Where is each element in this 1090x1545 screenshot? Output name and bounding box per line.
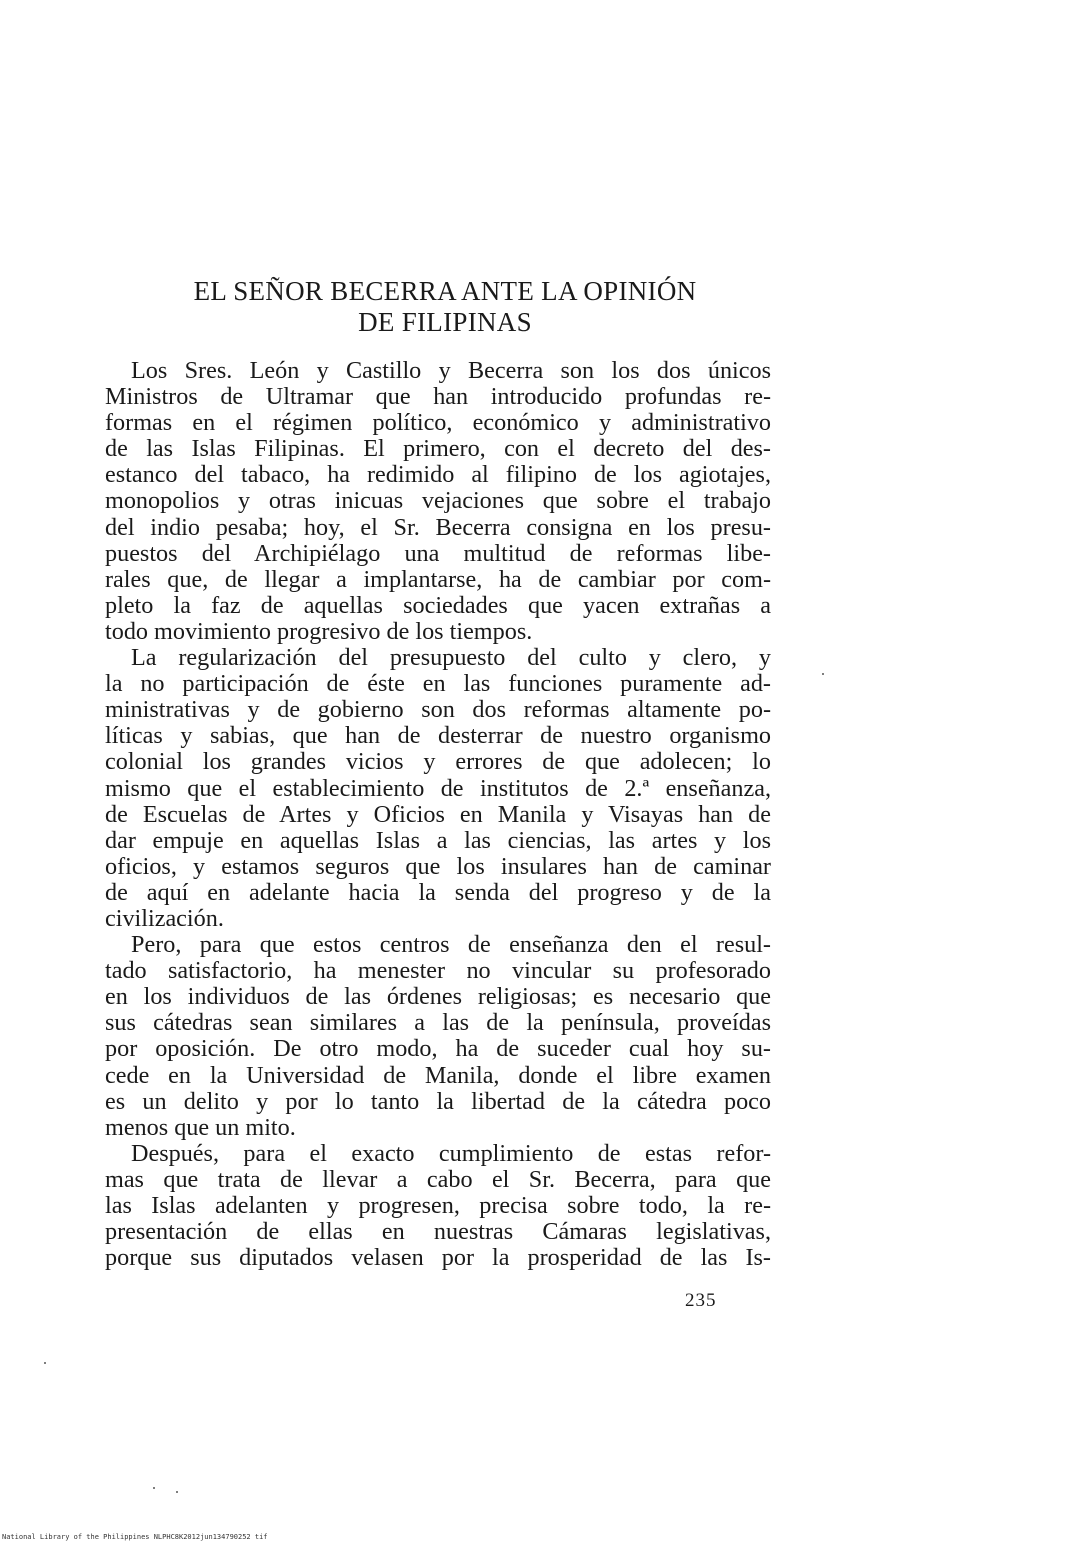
scan-speck <box>44 1362 46 1364</box>
text-line: oficios, y estamos seguros que los insulares han de caminar <box>105 852 771 880</box>
text-line: colonial los grandes vicios y errores de que adolecen; lo <box>105 748 771 776</box>
title-line-2: DE FILIPINAS <box>358 307 532 337</box>
text-line: puestos del Archipiélago una multitud de reformas libe- <box>105 539 771 567</box>
text-line: de Escuelas de Artes y Oficios en Manila y Visayas han de <box>105 800 771 828</box>
text-line: Ministros de Ultramar que han introducido profundas re- <box>105 383 771 411</box>
text-line: la no participación de éste en las funciones puramente ad- <box>105 670 771 698</box>
text-line: Después, para el exacto cumplimiento de estas refor- <box>131 1139 771 1167</box>
text-line: Los Sres. León y Castillo y Becerra son los dos únicos <box>131 357 771 384</box>
text-line: pleto la faz de aquellas sociedades que yacen extrañas a <box>105 591 771 619</box>
article-body <box>105 358 771 1271</box>
text-line: ministrativas y de gobierno son dos reformas altamente po- <box>105 696 771 724</box>
text-line: estanco del tabaco, ha redimido al filipino de los agiotajes, <box>105 461 771 489</box>
text-line: por oposición. De otro modo, ha de suceder cual hoy su- <box>105 1035 771 1063</box>
text-line: rales que, de llegar a implantarse, ha de cambiar por com- <box>105 565 771 593</box>
text-line: presentación de ellas en nuestras Cámaras legislativas, <box>105 1218 771 1246</box>
article-title <box>140 276 750 338</box>
text-line: sus cátedras sean similares a las de la península, proveídas <box>105 1009 771 1037</box>
text-line: porque sus diputados velasen por la prosperidad de las Is- <box>105 1244 771 1272</box>
text-line: de aquí en adelante hacia la senda del progreso y de la <box>105 878 771 906</box>
paragraph-2 <box>105 645 771 932</box>
text-line: formas en el régimen político, económico y administrativo <box>105 409 771 437</box>
text-line: líticas y sabias, que han de desterrar de nuestro organismo <box>105 722 771 750</box>
paragraph-3 <box>105 932 771 1141</box>
text-line: mas que trata de llevar a cabo el Sr. Becerra, para que <box>105 1165 771 1193</box>
text-line: cede en la Universidad de Manila, donde el libre examen <box>105 1061 771 1089</box>
text-line: La regularización del presupuesto del culto y clero, y <box>131 644 771 672</box>
scan-speck <box>822 673 824 675</box>
page-number: 235 <box>685 1290 717 1311</box>
archive-stamp: National Library of the Philippines NLPHC8K2012jun134790252 tif <box>2 1533 268 1541</box>
scan-speck <box>176 1491 178 1493</box>
text-line: monopolios y otras inicuas vejaciones que sobre el trabajo <box>105 487 771 515</box>
text-line: civilización. <box>105 904 224 932</box>
paragraph-4 <box>105 1141 771 1271</box>
text-line: todo movimiento progresivo de los tiempos. <box>105 617 533 645</box>
text-line: en los individuos de las órdenes religiosas; es necesario que <box>105 983 771 1011</box>
text-line: mismo que el establecimiento de institutos de 2.ª enseñanza, <box>105 774 771 802</box>
text-line: de las Islas Filipinas. El primero, con el decreto del des- <box>105 435 771 463</box>
text-line: es un delito y por lo tanto la libertad de la cátedra poco <box>105 1087 771 1115</box>
text-line: menos que un mito. <box>105 1113 296 1141</box>
scan-speck <box>153 1487 155 1489</box>
text-line: las Islas adelanten y progresen, precisa sobre todo, la re- <box>105 1192 771 1219</box>
text-line: dar empuje en aquellas Islas a las ciencias, las artes y los <box>105 826 771 854</box>
title-line-1: EL SEÑOR BECERRA ANTE LA OPINIÓN <box>193 276 697 306</box>
text-line: Pero, para que estos centros de enseñanza den el resul- <box>131 931 771 959</box>
text-line: del indio pesaba; hoy, el Sr. Becerra consigna en los presu- <box>105 513 771 541</box>
text-line: tado satisfactorio, ha menester no vincular su profesorado <box>105 957 771 985</box>
paragraph-1 <box>105 358 771 645</box>
